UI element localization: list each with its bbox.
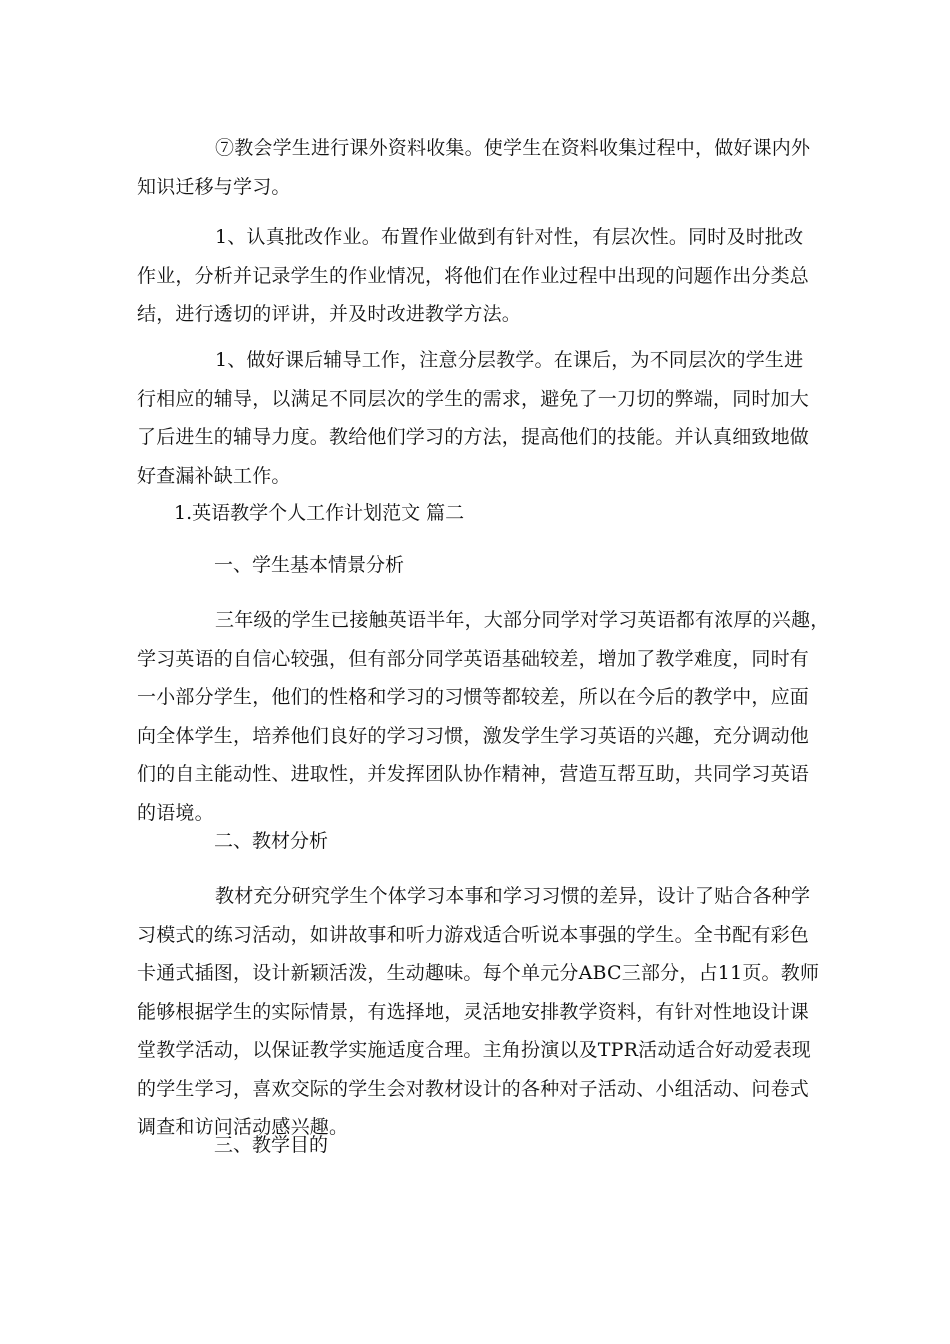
section-title: 1.英语教学个人工作计划范文 篇二 — [174, 502, 465, 524]
paragraph-homework-collection — [137, 129, 817, 206]
paragraph-line: 调查和访问活动感兴趣。 — [137, 1116, 349, 1138]
paragraph-line: 学习英语的自信心较强，但有部分同学英语基础较差，增加了教学难度，同时有 — [137, 647, 810, 670]
paragraph-line: 结，进行透切的评讲，并及时改进教学方法。 — [137, 303, 522, 325]
paragraph-line: 习模式的练习活动，如讲故事和听力游戏适合听说本事强的学生。全书配有彩色 — [137, 923, 810, 946]
paragraph-line: 卡通式插图，设计新颖活泼，生动趣味。每个单元分ABC三部分，占11页。教师 — [137, 962, 820, 984]
paragraph-after-class-tutoring — [137, 341, 817, 495]
paragraph-line: 教材充分研究学生个体学习本事和学习习惯的差异，设计了贴合各种学 — [215, 885, 811, 907]
paragraph-line: 了后进生的辅导力度。教给他们学习的方法，提高他们的技能。并认真细致地做 — [137, 426, 810, 448]
paragraph-line: 向全体学生，培养他们良好的学习习惯，激发学生学习英语的兴趣，充分调动他 — [137, 724, 810, 747]
paragraph-student-analysis — [137, 601, 830, 832]
paragraph-line: 好查漏补缺工作。 — [137, 464, 291, 487]
paragraph-line: ⑦教会学生进行课外资料收集。使学生在资料收集过程中，做好课内外 — [215, 137, 811, 159]
section-heading-textbook-analysis: 二、教材分析 — [214, 830, 329, 852]
paragraph-line: 的语境。 — [137, 801, 214, 824]
paragraph-line: 堂教学活动，以保证教学实施适度合理。主角扮演以及TPR活动适合好动爱表现 — [137, 1039, 811, 1061]
paragraph-line: 的学生学习，喜欢交际的学生会对教材设计的各种对子活动、小组活动、问卷式 — [137, 1077, 810, 1100]
paragraph-line: 知识迁移与学习。 — [137, 175, 291, 198]
section-heading-teaching-goals: 三、教学目的 — [214, 1134, 329, 1156]
section-heading-student-analysis: 一、学生基本情景分析 — [214, 554, 405, 576]
paragraph-line: 行相应的辅导，以满足不同层次的学生的需求，避免了一刀切的弊端，同时加大 — [137, 387, 810, 410]
paragraph-line: 一小部分学生，他们的性格和学习的习惯等都较差，所以在今后的教学中，应面 — [137, 686, 810, 708]
paragraph-textbook-analysis — [137, 877, 820, 1147]
paragraph-line: 们的自主能动性、进取性，并发挥团队协作精神，营造互帮互助，共同学习英语 — [137, 763, 810, 785]
paragraph-line: 三年级的学生已接触英语半年，大部分同学对学习英语都有浓厚的兴趣， — [215, 609, 830, 631]
paragraph-line: 作业，分析并记录学生的作业情况，将他们在作业过程中出现的问题作出分类总 — [137, 264, 810, 287]
paragraph-correct-homework — [137, 218, 817, 334]
paragraph-line: 1、做好课后辅导工作，注意分层教学。在课后，为不同层次的学生进 — [215, 349, 804, 371]
paragraph-line: 能够根据学生的实际情景，有选择地，灵活地安排教学资料，有针对性地设计课 — [137, 1000, 810, 1023]
paragraph-line: 1、认真批改作业。布置作业做到有针对性，有层次性。同时及时批改 — [215, 226, 804, 248]
